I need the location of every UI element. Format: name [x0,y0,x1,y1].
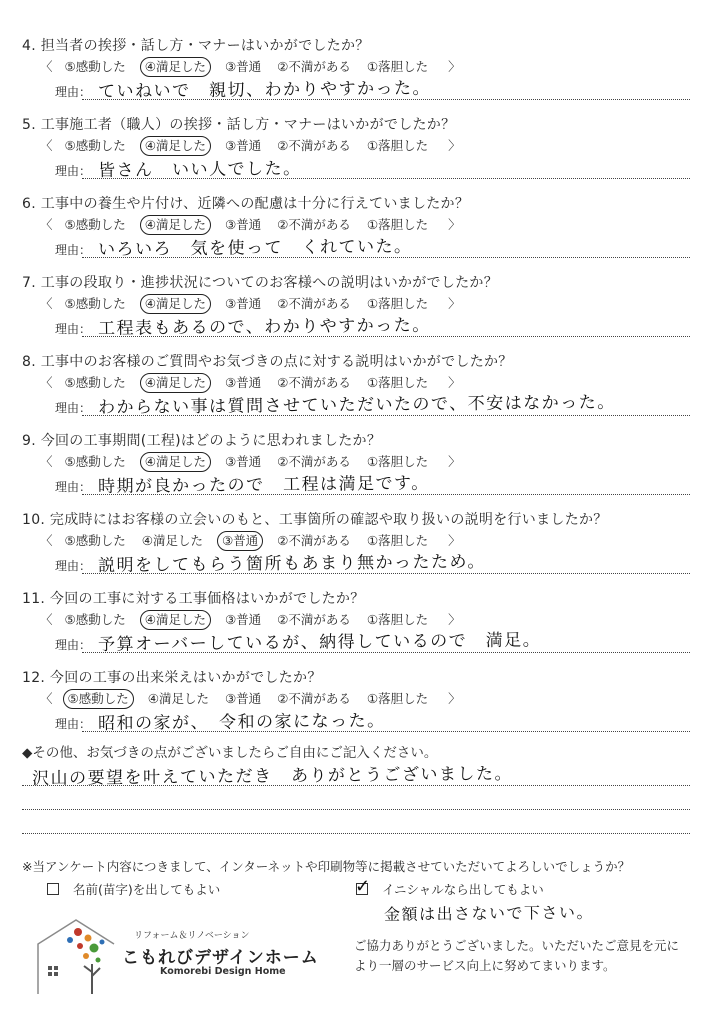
reason-line [82,336,690,337]
bracket-close: 〉 [448,217,461,232]
consent-handwritten-note: 金額は出さないで下さい。 [383,902,595,924]
reason-answer: 昭和の家が、 令和の家になった。 [97,710,386,734]
reason-answer: 皆さん いい人でした。 [97,158,302,181]
rating-option[interactable]: ①落胆した [366,375,429,390]
reason-line [82,731,690,732]
bracket-open: 〈 [40,533,53,548]
rating-option-selected[interactable]: ④満足した [140,57,211,77]
bracket-close: 〉 [448,533,461,548]
reason-answer: いろいろ 気を使って くれていた。 [97,236,413,260]
rating-option-selected[interactable]: ④満足した [140,373,211,393]
rating-option[interactable]: ⑤感動した [64,375,126,390]
bracket-close: 〉 [448,375,461,390]
company-name-en: Komorebi Design Home [160,966,286,977]
bracket-close: 〉 [448,691,461,706]
rating-option[interactable]: ⑤感動した [64,612,126,627]
bracket-close: 〉 [448,59,461,74]
bracket-close: 〉 [448,296,461,311]
reason-label: 理由： [55,243,92,257]
reason-line [82,99,690,100]
consent-option-initial-label: イニシャルなら出してもよい [382,882,544,897]
reason-answer: 予算オーバーしているが、納得しているので 満足。 [97,630,542,655]
checkbox-initial[interactable] [355,876,371,897]
reason-label: 理由： [55,717,92,731]
rating-option[interactable]: ②不満がある [277,296,351,311]
company-name: こもれびデザインホーム [122,948,319,968]
rating-option[interactable]: ⑤感動した [64,454,126,469]
other-comments-answer: 沢山の要望を叶えていただき ありがとうございました。 [31,763,514,789]
comment-line-1 [22,785,690,786]
rating-option[interactable]: ③普通 [224,691,262,706]
reason-answer: 説明をしてもらう箇所もあまり無かったため。 [97,551,486,576]
rating-option[interactable]: ②不満がある [277,612,351,627]
reason-line [82,573,690,574]
rating-option[interactable]: ③普通 [224,296,262,311]
rating-option[interactable]: ②不満がある [277,138,351,153]
rating-option[interactable]: ①落胆した [366,612,429,627]
rating-option[interactable]: ②不満がある [277,691,351,706]
consent-question: ※当アンケート内容につきまして、インターネットや印刷物等に掲載させていただいてよろしいでしょうか？ [22,859,631,874]
rating-option-selected[interactable]: ④満足した [140,215,211,235]
rating-option[interactable]: ②不満がある [277,533,351,548]
rating-option[interactable]: ③普通 [224,375,262,390]
question-title: 4. 担当者の挨拶・話し方・マナーはいかがでしたか？ [22,38,370,54]
bracket-close: 〉 [448,138,461,153]
thanks-line-2: より一層のサービス向上に努めてまいります。 [354,958,616,973]
rating-option[interactable]: ③普通 [224,217,262,232]
reason-label: 理由： [55,559,92,573]
bracket-open: 〈 [40,138,53,153]
reason-label: 理由： [55,85,92,99]
comment-line-3 [22,833,690,834]
rating-option-selected[interactable]: ④満足した [140,452,211,472]
checkbox-name[interactable] [47,883,59,895]
reason-answer: 時期が良かったので 工程は満足です。 [97,473,430,497]
other-comments-title: ◆その他、お気づきの点がございましたらご自由にご記入ください。 [22,745,438,761]
reason-line [82,415,690,416]
rating-option-selected[interactable]: ③普通 [217,531,263,551]
rating-option[interactable]: ①落胆した [366,454,429,469]
bracket-open: 〈 [40,296,53,311]
reason-line [82,257,690,258]
reason-answer: ていねいで 親切、わかりやすかった。 [97,78,432,102]
rating-option[interactable]: ⑤感動した [64,217,126,232]
question-title: 12. 今回の工事の出来栄えはいかがでしたか？ [22,670,322,686]
consent-option-name-label: 名前(苗字)を出してもよい [73,882,221,897]
bracket-open: 〈 [40,691,53,706]
thanks-line-1: ご協力ありがとうございました。いただいたご意見を元に [354,938,680,953]
rating-option-selected[interactable]: ④満足した [140,136,211,156]
rating-option-selected[interactable]: ④満足した [140,294,211,314]
rating-option[interactable]: ②不満がある [277,375,351,390]
company-logo [32,914,122,998]
reason-answer: 工程表もあるので、わかりやすかった。 [97,315,431,339]
rating-option[interactable]: ⑤感動した [64,296,126,311]
reason-label: 理由： [55,480,92,494]
bracket-open: 〈 [40,217,53,232]
bracket-open: 〈 [40,612,53,627]
reason-answer: わからない事は質問させていただいたので、不安はなかった。 [97,392,616,418]
question-title: 7. 工事の段取り・進捗状況についてのお客様への説明はいかがでしたか？ [22,275,499,291]
reason-line [82,494,690,495]
consent-option-initial[interactable] [355,876,544,898]
reason-label: 理由： [55,638,92,652]
rating-option[interactable]: ①落胆した [366,138,429,153]
house-tree-logo-icon [32,914,122,998]
rating-options [38,136,463,156]
rating-option[interactable]: ③普通 [224,59,262,74]
company-tagline: リフォーム＆リノベーション [134,931,250,941]
rating-option[interactable]: ③普通 [224,454,262,469]
bracket-close: 〉 [448,454,461,469]
rating-option[interactable]: ③普通 [224,138,262,153]
reason-label: 理由： [55,164,92,178]
rating-option[interactable]: ①落胆した [366,296,429,311]
bracket-close: 〉 [448,612,461,627]
question-title: 6. 工事中の養生や片付け、近隣への配慮は十分に行えていましたか？ [22,196,470,212]
rating-option[interactable]: ⑤感動した [64,138,126,153]
reason-line [82,178,690,179]
question-title: 10. 完成時にはお客様の立会いのもと、工事箇所の確認や取り扱いの説明を行いましたか？ [22,512,608,528]
consent-option-name[interactable] [47,880,220,898]
rating-options [38,689,463,709]
question-title: 8. 工事中のお客様のご質問やお気づきの点に対する説明はいかがでしたか？ [22,354,513,370]
question-title: 11. 今回の工事に対する工事価格はいかがでしたか？ [22,591,365,607]
rating-option-selected[interactable]: ⑤感動した [63,689,134,709]
rating-option[interactable]: ⑤感動した [64,533,126,548]
rating-option[interactable]: ④満足した [147,691,209,706]
rating-option[interactable]: ⑤感動した [64,59,126,74]
rating-option[interactable]: ②不満がある [277,454,351,469]
rating-option-selected[interactable]: ④満足した [140,610,211,630]
check-mark-icon: ✓ [355,876,371,897]
reason-line [82,652,690,653]
question-title: 9. 今回の工事期間(工程)はどのように思われましたか？ [22,433,382,449]
question-title: 5. 工事施工者（職人）の挨拶・話し方・マナーはいかがでしたか？ [22,117,456,133]
bracket-open: 〈 [40,375,53,390]
comment-line-2 [22,809,690,810]
rating-option[interactable]: ③普通 [224,612,262,627]
bracket-open: 〈 [40,454,53,469]
rating-option[interactable]: ①落胆した [366,217,429,232]
reason-label: 理由： [55,322,92,336]
bracket-open: 〈 [40,59,53,74]
rating-option[interactable]: ②不満がある [277,217,351,232]
rating-option[interactable]: ①落胆した [366,691,429,706]
rating-option[interactable]: ①落胆した [366,59,429,74]
rating-option[interactable]: ①落胆した [366,533,429,548]
rating-option[interactable]: ②不満がある [277,59,351,74]
rating-option[interactable]: ④満足した [141,533,203,548]
reason-label: 理由： [55,401,92,415]
